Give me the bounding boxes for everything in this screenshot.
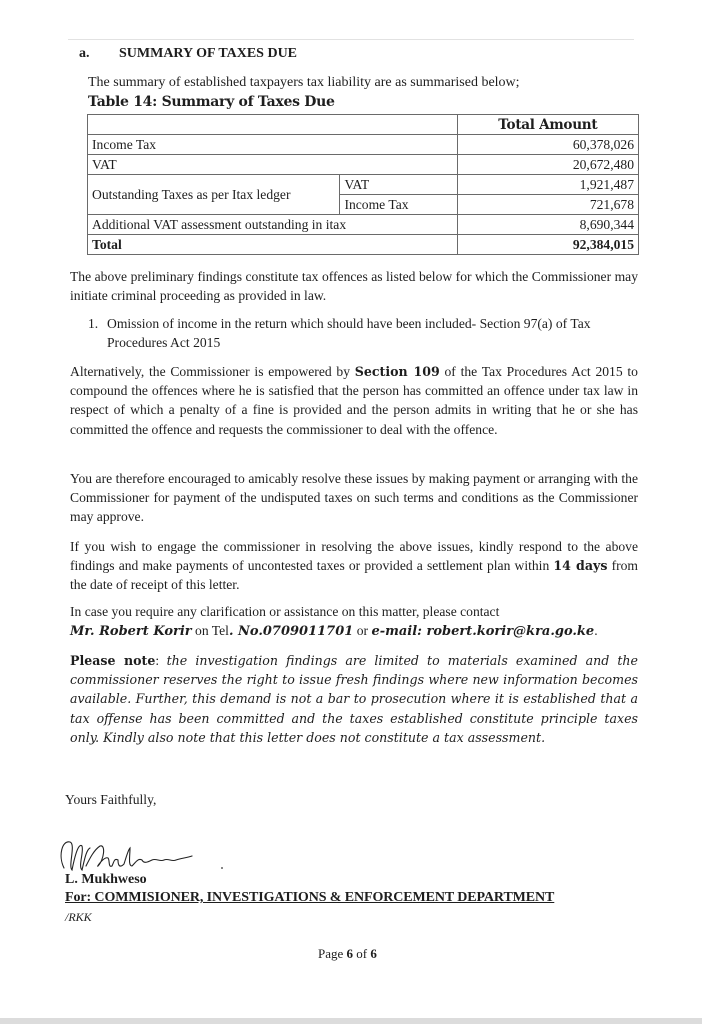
table-total-row — [88, 235, 639, 255]
findings-paragraph: The above preliminary findings constitute tax offences as listed below for which the Commissioner may initiate criminal proceeding as provided in law. — [70, 269, 638, 304]
text: : — [155, 653, 167, 668]
table-caption: Table 14: Summary of Taxes Due — [88, 94, 335, 110]
contact-intro: In case you require any clarification or assistance on this matter, please contact — [70, 604, 500, 619]
text: or — [353, 623, 372, 639]
row-amount: 60,378,026 — [457, 135, 638, 155]
table-row — [88, 215, 639, 235]
contact-email-link[interactable]: e-mail: robert.korir@kra.go.ke — [371, 624, 595, 640]
note-text: the investigation findings are limited to materials examined and the commissioner reserves the right to issue fresh findings where new information becomes available. Further, this demand is not a bar to prosecution where it is established that a tax offense has been committed and the taxes established constitute principle taxes only. Kindly also note that this letter does not constitute a tax assessment. — [70, 653, 638, 745]
closing: Yours Faithfully, — [65, 792, 157, 807]
list-text: Omission of income in the return which should have been included- Section 97(a) of Tax Procedures Act 2015 — [107, 316, 591, 351]
section-intro: The summary of established taxpayers tax liability are as summarised below; — [88, 75, 520, 90]
row-label: VAT — [88, 155, 458, 175]
deadline: 14 days — [553, 558, 608, 574]
row-amount: 8,690,344 — [457, 215, 638, 235]
row-label: Additional VAT assessment outstanding in itax — [88, 215, 458, 235]
text: on Tel — [191, 623, 229, 639]
table-header-empty — [88, 115, 458, 135]
total-label: Total — [88, 235, 458, 255]
please-note-label: Please note — [70, 653, 156, 668]
text: If you wish to engage the commissioner in resolving the above issues, kindly respond to the above findings and make payments of uncontested taxes or provided a settlement plan within — [70, 539, 638, 574]
signatory-department: For: COMMISIONER, INVESTIGATIONS & ENFORCEMENT DEPARTMENT — [65, 890, 555, 905]
page-bottom-edge — [0, 1018, 702, 1024]
contact-name: Mr. Robert Korir — [70, 624, 192, 640]
total-amount: 92,384,015 — [457, 235, 638, 255]
taxes-due-table — [87, 114, 639, 255]
contact-paragraph — [70, 602, 638, 641]
page-number — [318, 946, 377, 962]
section-heading — [79, 46, 297, 62]
resolve-paragraph: You are therefore encouraged to amicably resolve these issues by making payment or arranging with the Commissioner for payment of the undisputed taxes on such terms and conditions as the Commissioner may approve. — [70, 471, 638, 525]
engage-paragraph — [70, 537, 638, 595]
current-page: 6 — [346, 946, 354, 961]
text: Page — [318, 946, 347, 961]
list-number: 1. — [88, 316, 99, 331]
text: . — [594, 623, 598, 639]
text: from the date of receipt of this letter. — [70, 558, 638, 593]
subrow-amount: 1,921,487 — [457, 175, 638, 195]
compounding-paragraph — [70, 362, 638, 439]
text: of the Tax Procedures Act 2015 to compound the offences where he is satisfied that the person has committed an offence under tax law in respect of which a penalty of a fine is provided and the person admits in writing that he or she has committed the offence and requests the commissioner to deal with the offence. — [70, 364, 638, 437]
total-pages: 6 — [370, 946, 377, 961]
subrow-amount: 721,678 — [457, 195, 638, 215]
header-rule — [68, 39, 634, 40]
reference-initials: /RKK — [65, 910, 92, 924]
row-amount: 20,672,480 — [457, 155, 638, 175]
signatory-name: L. Mukhweso — [65, 872, 147, 887]
row-label: Income Tax — [88, 135, 458, 155]
row-label: Outstanding Taxes as per Itax ledger — [88, 175, 340, 215]
offence-list-item — [88, 314, 638, 352]
table-row — [88, 155, 639, 175]
text: of — [353, 946, 371, 961]
section-title: SUMMARY OF TAXES DUE — [119, 46, 298, 61]
table-header-amount: Total Amount — [457, 115, 638, 135]
subrow-label: VAT — [340, 175, 457, 195]
table-row — [88, 135, 639, 155]
subrow-label: Income Tax — [340, 195, 457, 215]
table-header-row — [88, 115, 639, 135]
text: Alternatively, the Commissioner is empowered by — [70, 364, 355, 379]
contact-phone: . No.0709011701 — [228, 624, 354, 640]
table-row — [88, 175, 639, 195]
please-note-paragraph — [70, 651, 638, 747]
section-letter: a. — [79, 46, 90, 61]
section-109-ref: Section 109 — [354, 364, 440, 379]
